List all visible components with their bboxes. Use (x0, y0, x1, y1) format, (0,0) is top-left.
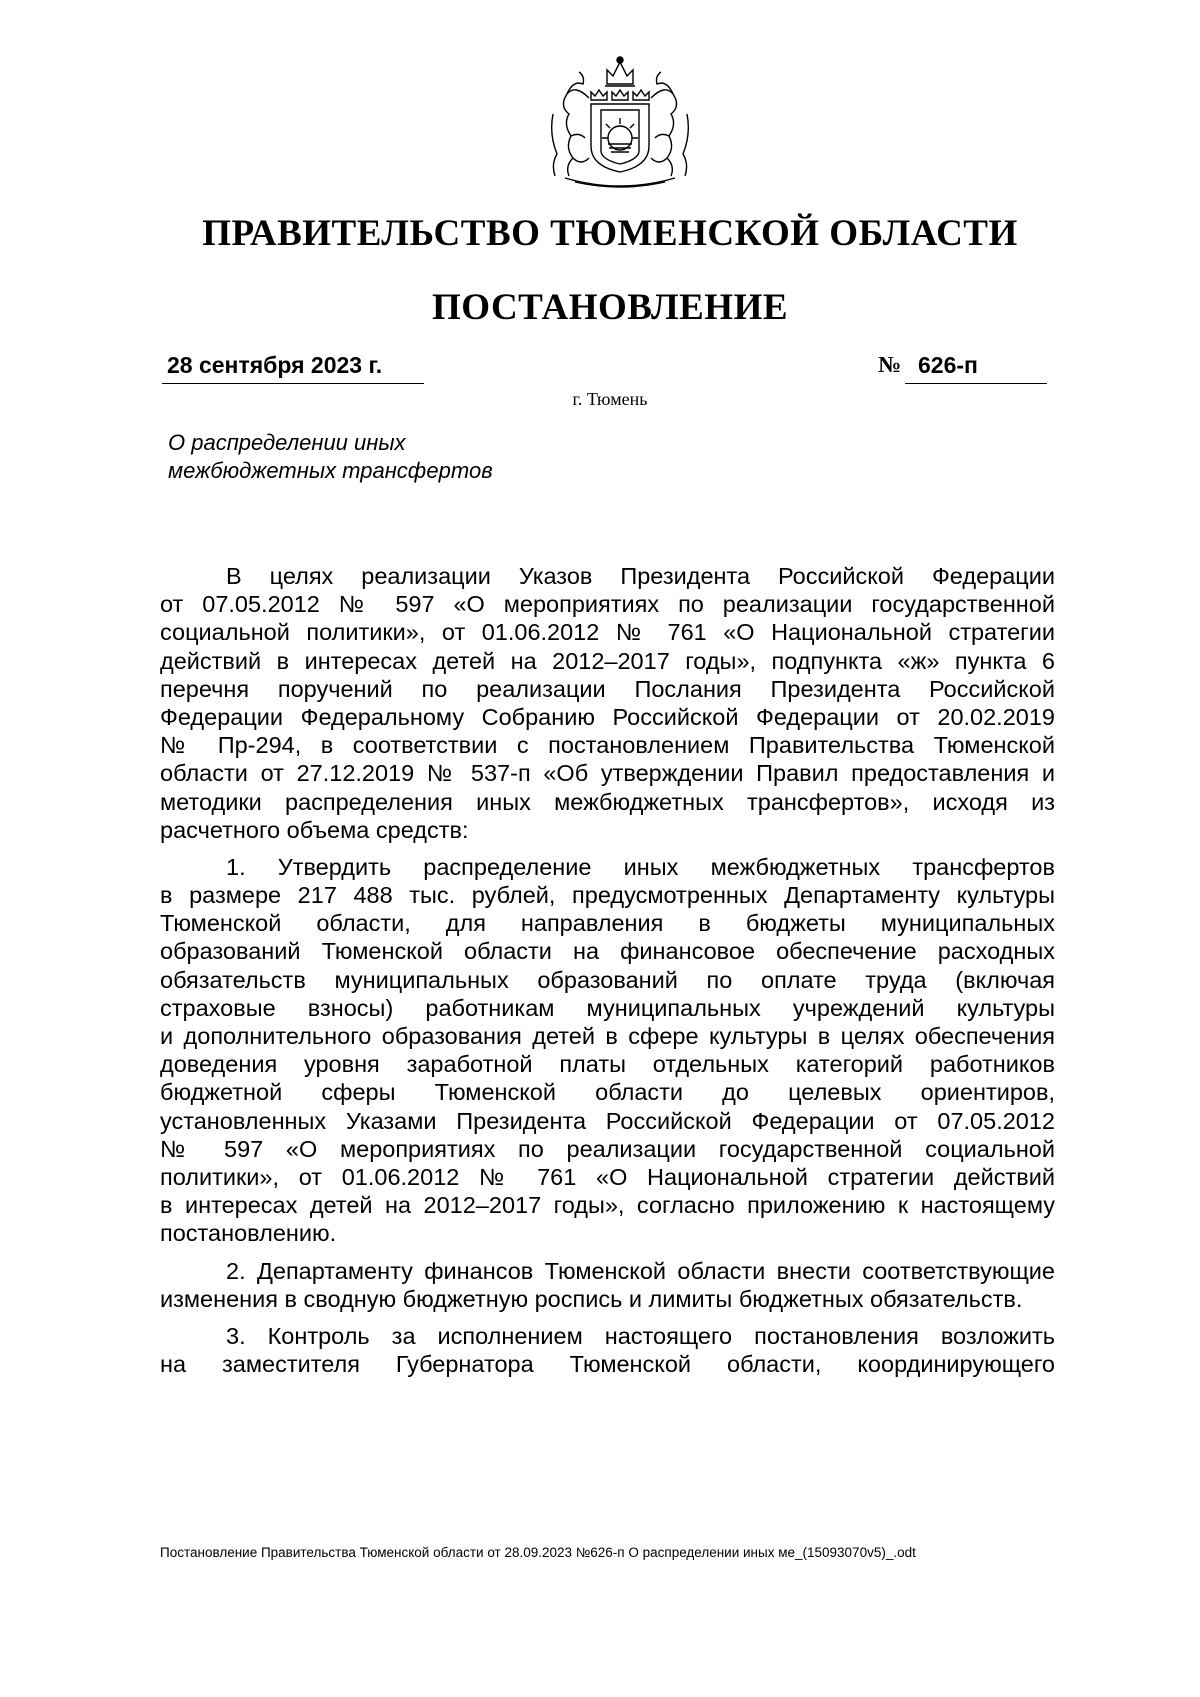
paragraph-item-1 (160, 853, 1055, 1248)
text-line: области от 27.12.2019 № 537-п «Об утверждении Правил предоставления и (160, 760, 1055, 787)
text-line: расчетного объема средств: (160, 816, 469, 843)
city-name: г. Тюмень (572, 389, 648, 409)
text-line: изменения в сводную бюджетную роспись и лимиты бюджетных обязательств. (160, 1285, 1023, 1312)
document-footer: Постановление Правительства Тюменской области от 28.09.2023 №626-п О распределении иных ме_(15093070v5)_.odt (160, 1545, 916, 1560)
text-line: действий в интересах детей на 2012–2017 годы», подпункта «ж» пункта 6 (160, 647, 1055, 674)
text-line: № 597 «О мероприятиях по реализации государственной социальной (160, 1135, 1055, 1162)
text-line: доведения уровня заработной платы отдельных категорий работников (160, 1051, 1055, 1078)
paragraph-preamble (160, 562, 1055, 844)
text-line: и дополнительного образования детей в сфере культуры в целях обеспечения (160, 1023, 1055, 1049)
text-line: в интересах детей на 2012–2017 годы», согласно приложению к настоящему (160, 1192, 1055, 1219)
text-line: постановлению. (160, 1220, 337, 1247)
text-line: установленных Указами Президента Российской Федерации от 07.05.2012 (160, 1107, 1055, 1134)
text-line: Федерации Федеральному Собранию Российской Федерации от 20.02.2019 (160, 703, 1055, 730)
text-line: политики», от 01.06.2012 № 761 «О Национальной стратегии действий (160, 1163, 1055, 1190)
text-line: В целях реализации Указов Президента Российской Федерации (226, 563, 1055, 589)
document-date: 28 сентября 2023 г. (167, 352, 383, 378)
text-line: 3. Контроль за исполнением настоящего постановления возложить (226, 1322, 1055, 1349)
coat-of-arms-icon (545, 54, 695, 192)
text-line: обязательств муниципальных образований по оплате труда (включая (160, 966, 1055, 993)
text-line: № Пр-294, в соответствии с постановлением Правительства Тюменской (160, 732, 1055, 759)
text-line: образований Тюменской области на финансовое обеспечение расходных (160, 938, 1055, 965)
number-field (905, 352, 1047, 384)
subject-line: межбюджетных трансфертов (168, 458, 493, 483)
text-line: 2. Департаменту финансов Тюменской области внести соответствующие (226, 1257, 1055, 1284)
organization-title: ПРАВИТЕЛЬСТВО ТЮМЕНСКОЙ ОБЛАСТИ (202, 213, 1018, 254)
text-line: от 07.05.2012 № 597 «О мероприятиях по реализации государственной (160, 591, 1055, 618)
document-number: 626-п (918, 352, 978, 378)
text-line: страховые взносы) работникам муниципальных учреждений культуры (160, 994, 1055, 1021)
document-subject (168, 429, 588, 485)
text-line: перечня поручений по реализации Послания Президента Российской (160, 675, 1055, 702)
document-type: ПОСТАНОВЛЕНИЕ (431, 287, 789, 328)
text-line: Тюменской области, для направления в бюджеты муниципальных (160, 910, 1055, 937)
text-line: социальной политики», от 01.06.2012 № 761 «О Национальной стратегии (160, 619, 1055, 646)
paragraph-item-2 (160, 1257, 1055, 1313)
text-line: в размере 217 488 тыс. рублей, предусмотренных Департаменту культуры (160, 882, 1055, 909)
document-body (160, 562, 1055, 1378)
text-line: методики распределения иных межбюджетных трансфертов», исходя из (160, 788, 1055, 815)
date-field (162, 352, 424, 384)
text-line: 1. Утвердить распределение иных межбюджетных трансфертов (226, 853, 1055, 880)
paragraph-item-3 (160, 1322, 1055, 1378)
subject-line: О распределении иных (168, 430, 406, 455)
number-sign: № (878, 352, 902, 377)
text-line: на заместителя Губернатора Тюменской области, координирующего (160, 1351, 1055, 1378)
text-line: бюджетной сферы Тюменской области до целевых ориентиров, (160, 1079, 1055, 1106)
